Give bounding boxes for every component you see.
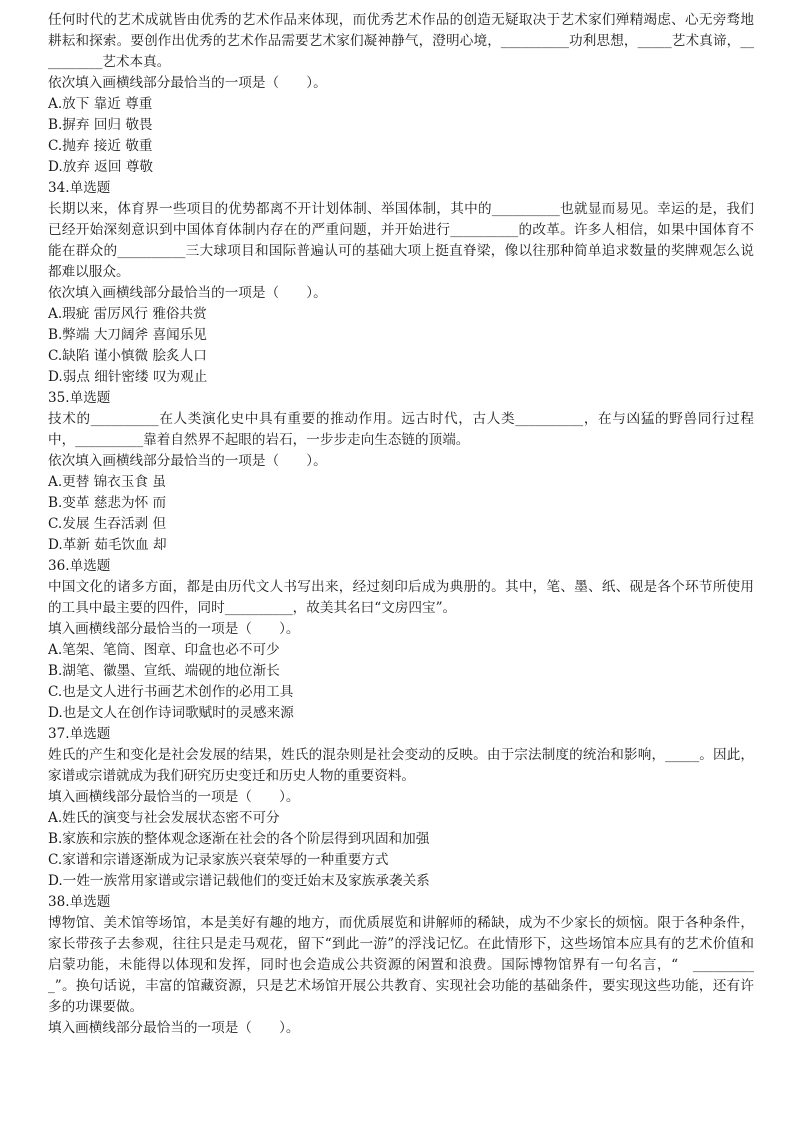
question-prompt: 依次填入画横线部分最恰当的一项是（ ）。 <box>48 75 327 91</box>
question-33-block <box>48 10 754 178</box>
option-b: B.湖笔、徽墨、宣纸、端砚的地位渐长 <box>48 663 280 679</box>
option-b: B.弊端 大刀阔斧 喜闻乐见 <box>48 327 207 343</box>
option-b: B.家族和宗族的整体观念逐渐在社会的各个阶层得到巩固和加强 <box>48 831 430 847</box>
option-c: C.发展 生吞活剥 但 <box>48 516 167 532</box>
question-35-block <box>48 388 754 556</box>
option-c: C.也是文人进行书画艺术创作的必用工具 <box>48 684 294 700</box>
option-b: B.摒弃 回归 敬畏 <box>48 117 153 133</box>
option-a: A.更替 锦衣玉食 虽 <box>48 474 166 490</box>
option-d: D.一姓一族常用家谱或宗谱记载他们的变迁始末及家族承袭关系 <box>48 873 430 889</box>
question-prompt: 填入画横线部分最恰当的一项是（ ）。 <box>48 1020 300 1036</box>
option-d: D.放弃 返回 尊敬 <box>48 159 153 175</box>
option-c: C.缺陷 谨小慎微 脍炙人口 <box>48 348 207 364</box>
option-a: A.放下 靠近 尊重 <box>48 96 153 112</box>
question-passage: 长期以来，体育界一些项目的优势都离不开计划体制、举国体制，其中的__________也就显而易见。幸运的是，我们已经开始深刻意识到中国体育体制内存在的严重问题，并开始进行__________的改革。许多人相信，如果中国体育不能在群众的__________三大球项目和国际普遍认可的基础大项上挺直脊梁，像以往那种简单追求数量的奖牌观怎么说都难以服众。 <box>48 201 754 280</box>
question-header: 38.单选题 <box>48 894 111 910</box>
question-prompt: 依次填入画横线部分最恰当的一项是（ ）。 <box>48 453 327 469</box>
question-38-block <box>48 892 754 1039</box>
question-passage: 任何时代的艺术成就皆由优秀的艺术作品来体现，而优秀艺术作品的创造无疑取决于艺术家们殚精竭虑、心无旁骛地耕耘和探索。要创作出优秀的艺术作品需要艺术家们凝神静气，澄明心境，__________功利思想，_____艺术真谛，__________艺术本真。 <box>48 12 754 70</box>
question-header: 34.单选题 <box>48 180 111 196</box>
option-a: A.瑕疵 雷厉风行 雅俗共赏 <box>48 306 207 322</box>
question-prompt: 填入画横线部分最恰当的一项是（ ）。 <box>48 621 300 637</box>
question-passage: 中国文化的诸多方面，都是由历代文人书写出来，经过刻印后成为典册的。其中，笔、墨、纸、砚是各个环节所使用的工具中最主要的四件，同时__________，故美其名曰“文房四宝”。 <box>48 579 754 616</box>
question-36-block <box>48 556 754 724</box>
question-header: 36.单选题 <box>48 558 111 574</box>
question-prompt: 依次填入画横线部分最恰当的一项是（ ）。 <box>48 285 327 301</box>
question-header: 35.单选题 <box>48 390 111 406</box>
question-header: 37.单选题 <box>48 726 111 742</box>
option-a: A.姓氏的演变与社会发展状态密不可分 <box>48 810 280 826</box>
option-d: D.也是文人在创作诗词歌赋时的灵感来源 <box>48 705 294 721</box>
question-37-block <box>48 724 754 892</box>
option-a: A.笔架、笔筒、图章、印盒也必不可少 <box>48 642 280 658</box>
option-d: D.革新 茹毛饮血 却 <box>48 537 167 553</box>
option-b: B.变革 慈悲为怀 而 <box>48 495 167 511</box>
question-passage: 博物馆、美术馆等场馆，本是美好有趣的地方，而优质展览和讲解师的稀缺，成为不少家长的烦恼。限于各种条件，家长带孩子去参观，往往只是走马观花，留下“到此一游”的浮浅记忆。在此情形下，这些场馆本应具有的艺术价值和启蒙功能，未能得以体现和发挥，同时也会造成公共资源的闲置和浪费。国际博物馆界有一句名言，“ __________”。换句话说，丰富的馆藏资源，只是艺术场馆开展公共教育、实现社会功能的基础条件，要实现这些功能，还有许多的功课要做。 <box>48 915 754 1015</box>
question-passage: 技术的__________在人类演化史中具有重要的推动作用。远古时代，古人类__________，在与凶猛的野兽同行过程中，__________靠着自然界不起眼的岩石，一步步走向生态链的顶端。 <box>48 411 754 448</box>
option-c: C.家谱和宗谱逐渐成为记录家族兴衰荣辱的一种重要方式 <box>48 852 389 868</box>
option-c: C.抛弃 接近 敬重 <box>48 138 153 154</box>
question-passage: 姓氏的产生和变化是社会发展的结果，姓氏的混杂则是社会变动的反映。由于宗法制度的统治和影响，_____。因此，家谱或宗谱就成为我们研究历史变迁和历史人物的重要资料。 <box>48 747 754 784</box>
question-34-block <box>48 178 754 388</box>
question-prompt: 填入画横线部分最恰当的一项是（ ）。 <box>48 789 300 805</box>
option-d: D.弱点 细针密缕 叹为观止 <box>48 369 208 385</box>
